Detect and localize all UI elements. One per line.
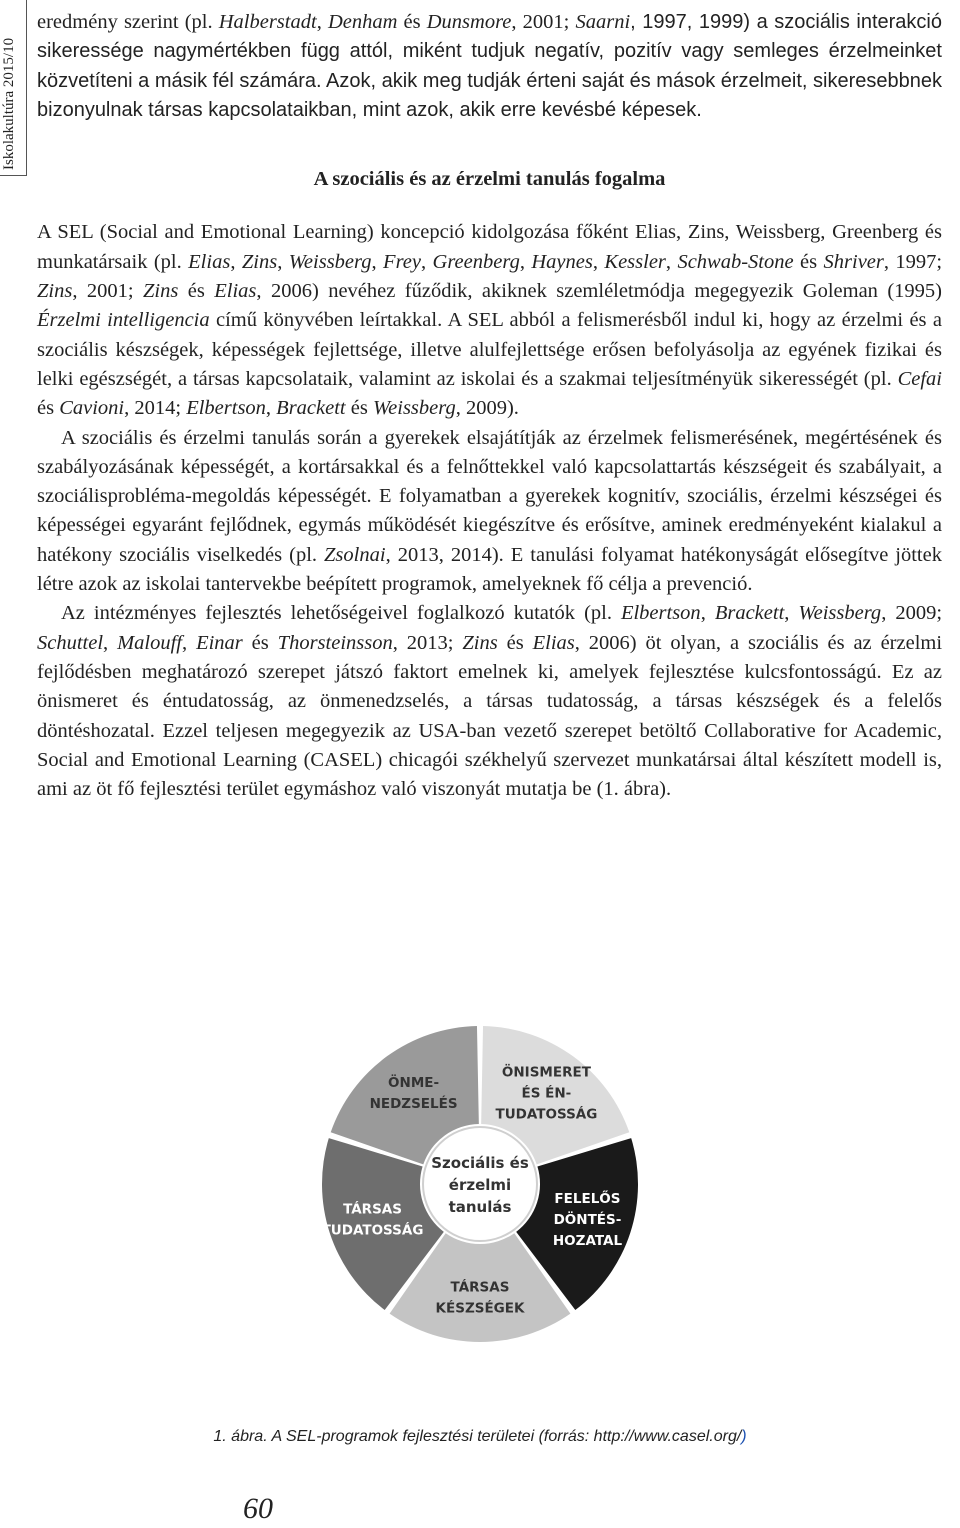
paragraph-1: eredmény szerint (pl. Halberstadt, Denham és Dunsmore, 2001; Saarni, 1997, 1999) a szociális interakció sikeressége nagymértékben függ attól, miként tudjuk negatív, pozitív vagy semleges érzelmeinket közvetíteni a másik fél számára. Azok, akik meg tudják érteni saját és mások érzelmeit, sikeresebbnek bizonyulnak társas kapcsolataikban, mint azok, akik erre kevésbé képesek. bbox=[37, 11, 942, 121]
section-heading: A szociális és az érzelmi tanulás fogalma bbox=[313, 168, 666, 191]
center-label: tanulás bbox=[448, 1198, 512, 1216]
segment-label-onismeret: ÖNISMERET bbox=[501, 1064, 591, 1081]
segment-label-onismeret: TUDATOSSÁG bbox=[495, 1106, 598, 1123]
segment-label-felelos: HOZATAL bbox=[552, 1232, 623, 1249]
journal-name: Iskolakultúra 2015/10 bbox=[1, 37, 17, 170]
journal-sidebar bbox=[0, 0, 27, 176]
segment-label-felelos: FELELŐS bbox=[554, 1190, 621, 1207]
center-label: érzelmi bbox=[448, 1176, 512, 1194]
segment-label-onmenedzseles: ÖNME- bbox=[388, 1075, 440, 1092]
article-body bbox=[37, 0, 942, 804]
center-label: Szociális és bbox=[431, 1154, 529, 1172]
segment-label-tarsas-keszsegek: KÉSZSÉGEK bbox=[435, 1300, 525, 1317]
paragraph-3: A szociális és érzelmi tanulás során a gyerekek elsajátítják az érzelmek felismerésének, megértésének és szabályozásának képességét, a kortársakkal és a felnőttekkel való kapcsolattartás készségeit és szabályait, a szociálisprobléma-megoldás képességét. E folyamatban a gyerekek kognitív, szociális, érzelmi készségei és képességei egyaránt fejlődnek, egymás működését kiegészítve és erősítve, aminek eredményeként kialakul a hatékony szociális viselkedés (pl. Zsolnai, 2013, 2014). E tanulási folyamat hatékonyságát elősegítve jöttek létre azok az iskolai tantervekbe beépített programok, amelyeknek fő célja a prevenció. bbox=[37, 426, 942, 596]
segment-label-tarsas-keszsegek: TÁRSAS bbox=[450, 1279, 510, 1296]
segment-label-onmenedzseles: NEDZSELÉS bbox=[369, 1096, 458, 1113]
paragraph-4: Az intézményes fejlesztés lehetőségeivel foglalkozó kutatók (pl. Elbertson, Brackett, Weissberg, 2009; Schuttel, Malouff, Einar és Thorsteinsson, 2013; Zins és Elias, 2006) öt olyan, a szociális és az érzelmi fejlődésben meghatározó szerepet játszó faktort emelnek ki, amelyek fejlesztése kulcsfontosságú. Ez az önismeret és éntudatosság, az önmenedzselés, a társas tudatosság, a társas készségek és a felelős döntéshozatal. Ezzel teljesen megegyezik az USA-ban vezető szerepet betöltő Collaborative for Academic, Social and Emotional Learning (CASEL) chicagói székhelyű szervezet munkatársai által készített modell is, ami az öt fő fejlesztési terület egymáshoz való viszonyát mutatja be (1. ábra). bbox=[37, 602, 943, 801]
segment-label-onismeret: ÉS ÉN- bbox=[521, 1085, 572, 1102]
page-number: 60 bbox=[243, 1492, 273, 1525]
sel-wheel-diagram bbox=[319, 1023, 641, 1345]
segment-label-felelos: DÖNTÉS- bbox=[553, 1211, 622, 1228]
paragraph-2: A SEL (Social and Emotional Learning) koncepció kidolgozása főként Elias, Zins, Weissberg, Greenberg és munkatársaik (pl. Elias, Zins, Weissberg, Frey, Greenberg, Haynes, Kessler, Schwab-Stone és Shriver, 1997; Zins, 2001; Zins és Elias, 2006) nevéhez fűződik, akiknek szemléletmódja megegyezik Goleman (1995) Érzelmi intelligencia című könyvében leírtakkal. A SEL abból a felismerésből indul ki, hogy az érzelmi és a szociális készségek, képességek fejlettsége, illetve alulfejlettsége erősen befolyásolja az egyének fizikai és lelki egészségét, a társas kapcsolataik, valamint az iskolai és a szakmai teljesítményük sikerességét (pl. Cefai és Cavioni, 2014; Elbertson, Brackett és Weissberg, 2009). bbox=[37, 221, 943, 420]
segment-label-tarsas-tudatossag: TÁRSAS bbox=[343, 1201, 402, 1218]
figure-caption: 1. ábra. A SEL-programok fejlesztési területei (forrás: http://www.casel.org/) bbox=[213, 1428, 747, 1445]
segment-label-tarsas-tudatossag: TUDATOSSÁG bbox=[321, 1222, 424, 1239]
